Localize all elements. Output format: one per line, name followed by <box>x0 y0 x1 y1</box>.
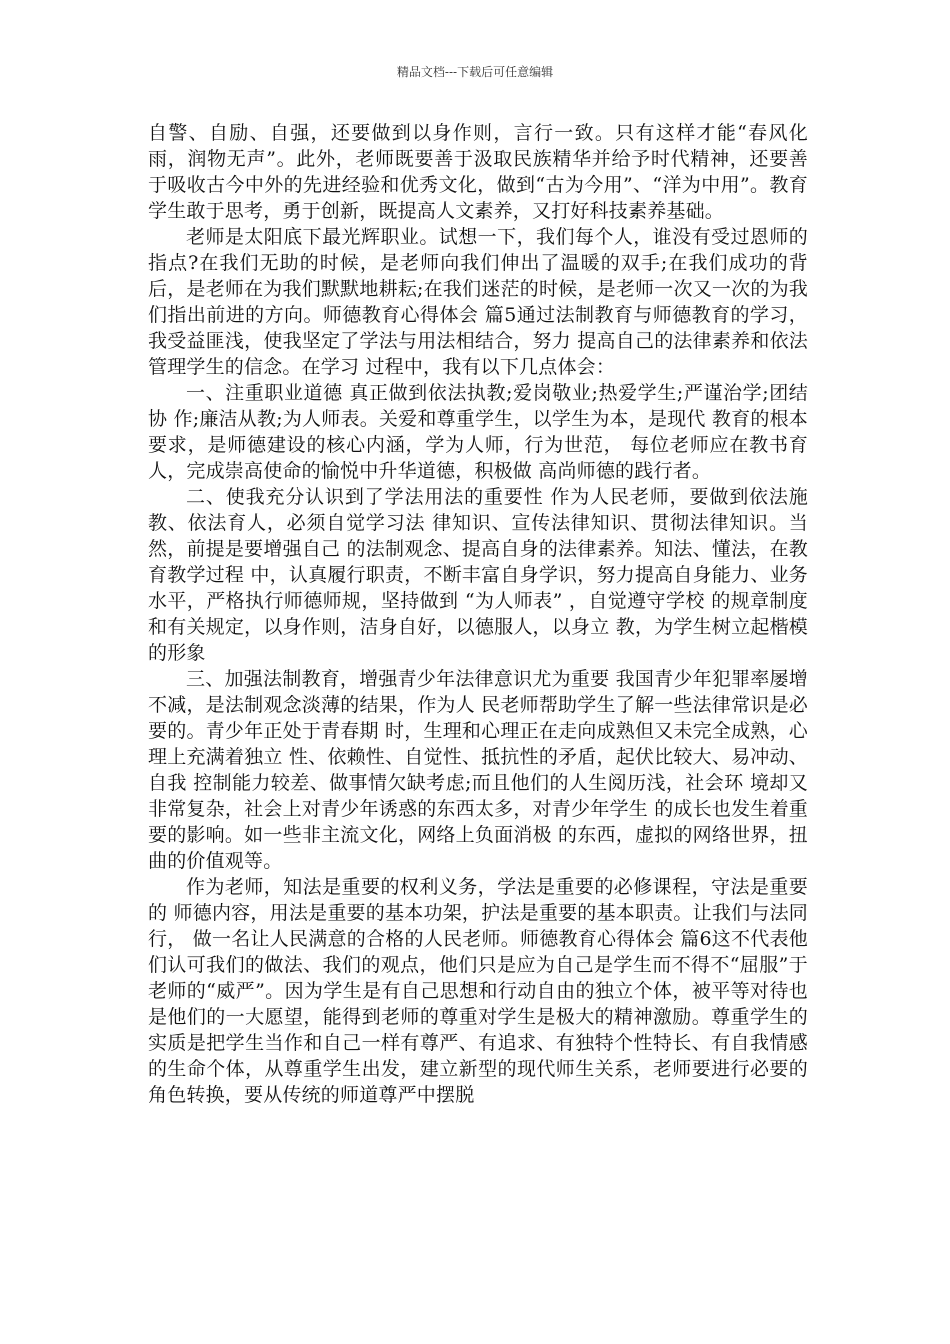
paragraph-1: 自警、自励、自强，还要做到以身作则，言行一致。只有这样才能“春风化雨，润物无声”。此外，老师既要善于汲取民族精华并给予时代精神，还要善于吸收古今中外的先进经验和优秀文化，做到“古为今用”、“洋为中用”。教育学生敢于思考，勇于创新，既提高人文素养，又打好科技素养基础。 <box>148 122 808 222</box>
paragraph-4: 二、使我充分认识到了学法用法的重要性 作为人民老师，要做到依法施教、依法育人，必须自觉学习法 律知识、宣传法律知识、贯彻法律知识。当然，前提是要增强自己 的法制观念、提高自身的法律素养。知法、懂法，在教育教学过程 中，认真履行职责，不断丰富自身学识，努力提高自身能力、业务 水平，严格执行师德师规，坚持做到 “为人师表” ，自觉遵守学校 的规章制度和有关规定，以身作则，洁身自好，以德服人，以身立 教，为学生树立起楷模的形象 <box>148 486 808 664</box>
paragraph-5: 三、加强法制教育，增强青少年法律意识尤为重要 我国青少年犯罪率屡增不减，是法制观念淡薄的结果，作为人 民老师帮助学生了解一些法律常识是必要的。青少年正处于青春期 时，生理和心理正在走向成熟但又未完全成熟，心理上充满着独立 性、依赖性、自觉性、抵抗性的矛盾，起伏比较大、易冲动、自我 控制能力较差、做事情欠缺考虑;而且他们的人生阅历浅，社会环 境却又非常复杂，社会上对青少年诱惑的东西太多，对青少年学生 的成长也发生着重要的影响。如一些非主流文化，网络上负面消极 的东西，虚拟的网络世界，扭曲的价值观等。 <box>148 668 808 872</box>
page-header: 精品文档---下载后可任意编辑 <box>396 65 554 79</box>
document-body <box>148 120 808 1108</box>
paragraph-6: 作为老师，知法是重要的权利义务，学法是重要的必修课程，守法是重要的 师德内容，用法是重要的基本功架，护法是重要的基本职责。让我们与法同行， 做一名让人民满意的合格的人民老师。师德教育心得体会 篇6这不代表他们认可我们的做法、我们的观点，他们只是应为自己是学生而不得不“屈服”于老师的“威严”。因为学生是有自己思想和行动自由的独立个体，被平等对待也是他们的一大愿望，能得到老师的尊重对学生是极大的精神激励。尊重学生的实质是把学生当作和自己一样有尊严、有追求、有独特个性特长、有自我情感的生命个体，从尊重学生出发，建立新型的现代师生关系，老师要进行必要的角色转换，要从传统的师道尊严中摆脱 <box>148 876 808 1106</box>
paragraph-3: 一、注重职业道德 真正做到依法执教;爱岗敬业;热爱学生;严谨治学;团结协 作;廉洁从教;为人师表。关爱和尊重学生，以学生为本，是现代 教育的根本要求，是师德建设的核心内涵，学为人师，行为世范， 每位老师应在教书育人，完成崇高使命的愉悦中升华道德，积极做 高尚师德的践行者。 <box>148 382 808 482</box>
paragraph-2: 老师是太阳底下最光辉职业。试想一下，我们每个人，谁没有受过恩师的指点?在我们无助的时候，是老师向我们伸出了温暖的双手;在我们成功的背后，是老师在为我们默默地耕耘;在我们迷茫的时候，是老师一次又一次的为我们指出前进的方向。师德教育心得体会 篇5通过法制教育与师德教育的学习，我受益匪浅，使我坚定了学法与用法相结合，努力 提高自己的法律素养和依法管理学生的信念。在学习 过程中，我有以下几点体会： <box>148 226 808 378</box>
